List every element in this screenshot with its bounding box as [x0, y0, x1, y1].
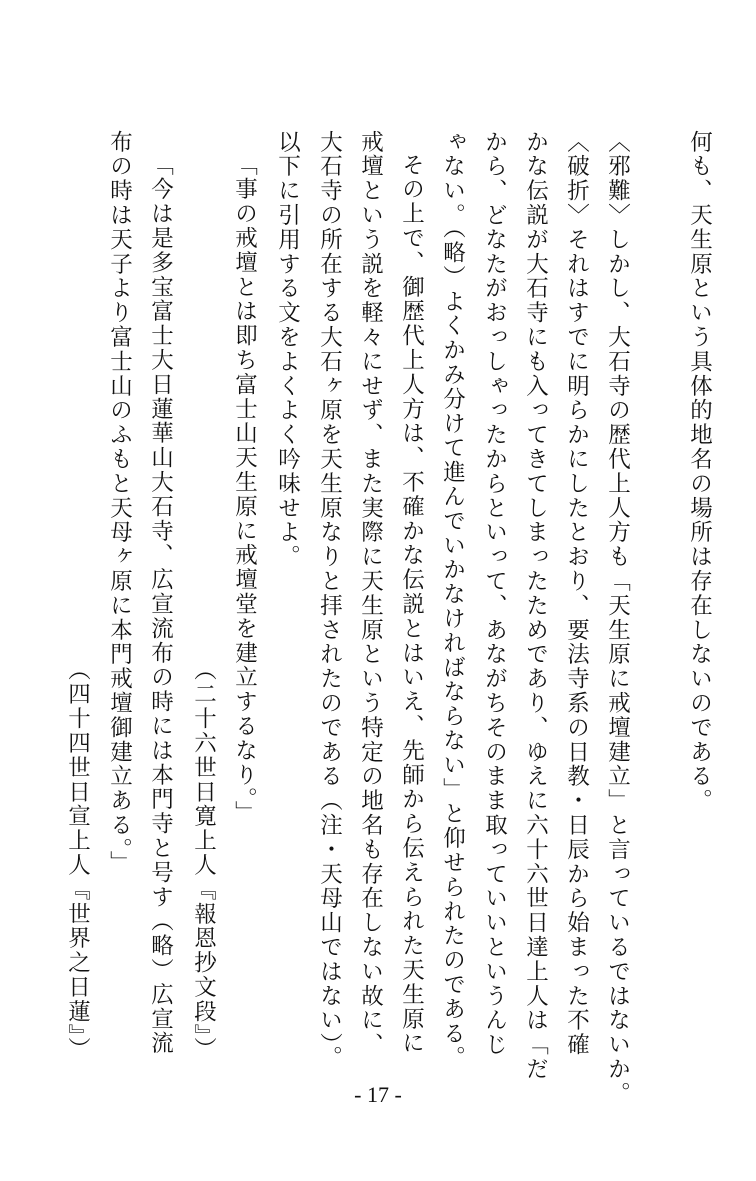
citation-column: （二十六世日寛上人『報恩抄文段』）	[190, 658, 217, 1062]
text-column: 〈邪難〉しかし、大石寺の歴代上人方も「天生原に戒壇建立」と言っているではないか。	[604, 130, 631, 1106]
text-column: 何も、天生原という具体的地名の場所は存在しないのである。	[686, 130, 713, 814]
quote-column: 「今は是多宝富士大日蓮華山大石寺、広宣流布の時には本門寺と号す（略）広宣流	[147, 153, 174, 1056]
text-column: 大石寺の所在する大石ヶ原を天生原なりと拝されたのである（注・天母山ではない）。	[316, 130, 343, 1071]
text-column: 〈破折〉それはすでに明らかにしたとおり、要法寺系の日教・日辰から始まった不確	[563, 130, 590, 1058]
text-column: かな伝説が大石寺にも入ってきてしまったためであり、ゆえに六十六世日達上人は「だ	[522, 130, 549, 1082]
text-column: 戒壇という説を軽々にせず、また実際に天生原という特定の地名も存在しない故に、	[357, 130, 384, 1058]
text-column: その上で、御歴代上人方は、不確かな伝説とはいえ、先師から伝えられた天生原に	[398, 153, 425, 1056]
page-number: - 17 -	[354, 1082, 402, 1107]
quote-column: 「事の戒壇とは即ち富士山天生原に戒壇堂を建立するなり。」	[231, 153, 258, 825]
citation-column: （四十四世日宣上人『世界之日蓮』）	[64, 658, 91, 1062]
text-column: 以下に引用する文をよくよく吟味せよ。	[274, 130, 301, 570]
quote-column: 布の時は天子より富士山のふもと天母ヶ原に本門戒壇御建立ある。」	[106, 130, 133, 876]
text-column: ゃない。（略）よくかみ分けて進んでいかなければならない」と仰せられたのである。	[439, 130, 466, 1071]
text-column: から、どなたがおっしゃったからといって、あながちそのまま取っていいというんじ	[481, 130, 508, 1058]
